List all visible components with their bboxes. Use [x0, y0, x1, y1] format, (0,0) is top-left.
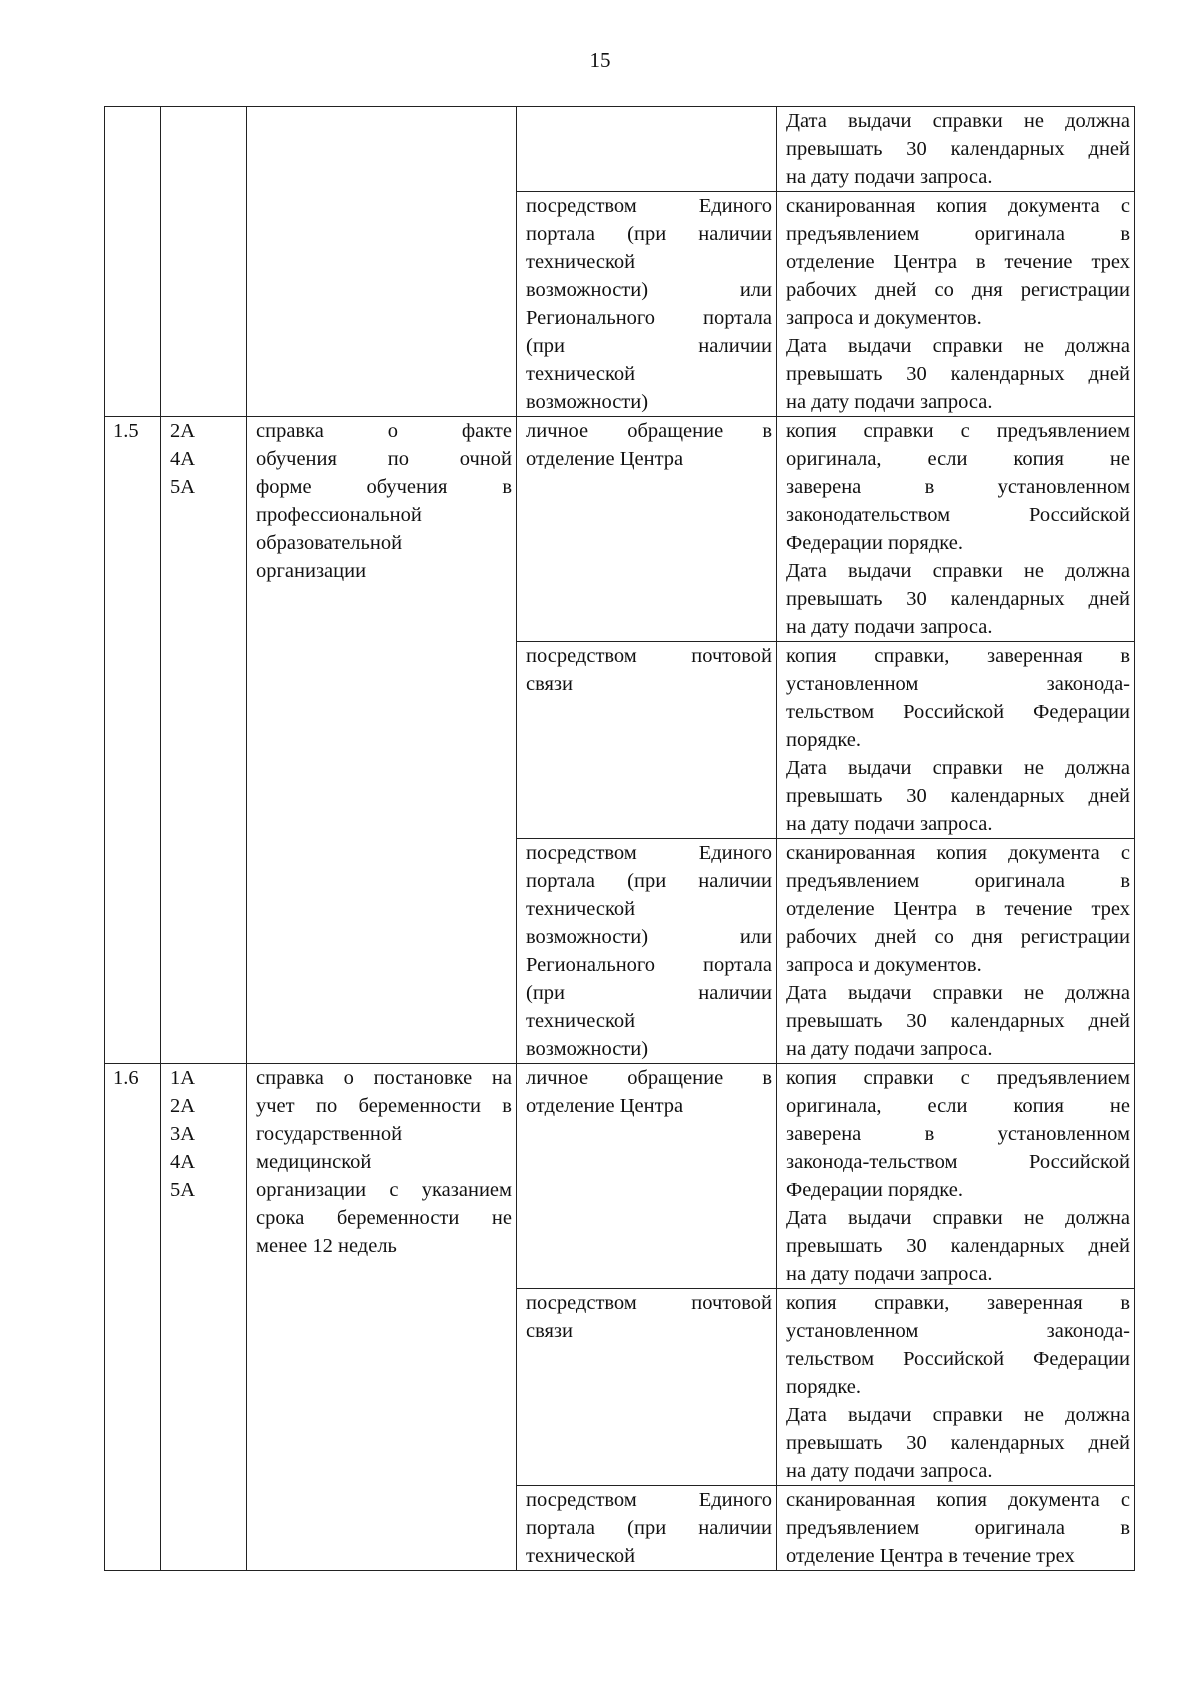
category-code: 2А: [170, 1095, 196, 1117]
document-name-line: профессиональной: [256, 504, 422, 526]
document-name-line: менее 12 недель: [256, 1235, 397, 1257]
submission-method-line: возможности): [526, 1038, 649, 1060]
category-code: 1А: [170, 1067, 196, 1089]
requirements-line: сканированная копия документа с: [786, 195, 1130, 217]
submission-method-line: связи: [526, 1320, 574, 1342]
submission-method-line: технической: [526, 898, 636, 920]
requirements-line: на дату подачи запроса.: [786, 1038, 993, 1060]
documents-table: [104, 106, 1135, 1571]
requirements-line: копия справки с предъявлением: [786, 1067, 1130, 1089]
category-code: 3А: [170, 1123, 196, 1145]
requirements-line: отделение Центра в течение трех: [786, 1545, 1075, 1567]
requirements-line: сканированная копия документа с: [786, 1489, 1130, 1511]
requirements-line: тельством Российской Федерации: [786, 1348, 1130, 1370]
requirements-line: копия справки, заверенная в: [786, 1292, 1130, 1314]
requirements-line: законода-тельством Российской: [786, 1151, 1130, 1173]
submission-method-line: личное обращение в: [526, 1067, 772, 1089]
document-name-line: государственной: [256, 1123, 403, 1145]
submission-method-line: отделение Центра: [526, 1095, 684, 1117]
requirements-line: предъявлением оригинала в: [786, 870, 1130, 892]
requirements-line: Дата выдачи справки не должна: [786, 1404, 1130, 1426]
document-name-line: форме обучения в: [256, 476, 512, 498]
requirements-line: Дата выдачи справки не должна: [786, 1207, 1130, 1229]
document-requirements: [777, 1289, 1135, 1486]
document-name-line: учет по беременности в: [256, 1095, 512, 1117]
category-code: 4А: [170, 448, 196, 470]
submission-method-line: (при наличии: [526, 335, 772, 357]
submission-method: [517, 192, 777, 417]
requirements-line: предъявлением оригинала в: [786, 223, 1130, 245]
requirements-line: запроса и документов.: [786, 307, 982, 329]
requirements-line: сканированная копия документа с: [786, 842, 1130, 864]
submission-method-line: возможности): [526, 391, 649, 413]
requirements-line: порядке.: [786, 729, 862, 751]
requirements-line: предъявлением оригинала в: [786, 1517, 1130, 1539]
category-code: 2А: [170, 420, 196, 442]
submission-method: [517, 1064, 777, 1289]
submission-method-line: Регионального портала: [526, 954, 772, 976]
requirements-line: превышать 30 календарных дней: [786, 785, 1130, 807]
submission-method: [517, 1289, 777, 1486]
requirements-line: Дата выдачи справки не должна: [786, 757, 1130, 779]
requirements-line: на дату подачи запроса.: [786, 166, 993, 188]
submission-method-line: технической: [526, 363, 636, 385]
submission-method-line: Регионального портала: [526, 307, 772, 329]
document-name: [247, 417, 517, 1064]
requirements-line: на дату подачи запроса.: [786, 1460, 993, 1482]
requirements-line: Федерации порядке.: [786, 1179, 963, 1201]
requirements-line: заверена в установленном: [786, 1123, 1130, 1145]
submission-method: [517, 107, 777, 192]
document-requirements: [777, 192, 1135, 417]
document-name-line: справка о факте: [256, 420, 512, 442]
document-requirements: [777, 107, 1135, 192]
submission-method-line: посредством Единого: [526, 1489, 772, 1511]
table-row: [105, 107, 1135, 192]
requirements-line: тельством Российской Федерации: [786, 701, 1130, 723]
document-requirements: [777, 642, 1135, 839]
requirements-line: превышать 30 календарных дней: [786, 138, 1130, 160]
submission-method-line: возможности) или: [526, 279, 772, 301]
document-name-line: организации с указанием: [256, 1179, 512, 1201]
document-requirements: [777, 1064, 1135, 1289]
submission-method-line: посредством Единого: [526, 842, 772, 864]
document-name-line: обучения по очной: [256, 448, 512, 470]
row-number: 1.6: [105, 1064, 161, 1571]
document-name: [247, 1064, 517, 1571]
requirements-line: оригинала, если копия не: [786, 448, 1130, 470]
document-name-line: образовательной: [256, 532, 403, 554]
submission-method-line: личное обращение в: [526, 420, 772, 442]
requirements-line: отделение Центра в течение трех: [786, 251, 1130, 273]
submission-method-line: посредством Единого: [526, 195, 772, 217]
submission-method-line: посредством почтовой: [526, 1292, 772, 1314]
document-requirements: [777, 839, 1135, 1064]
document-requirements: [777, 1486, 1135, 1571]
requirements-line: Дата выдачи справки не должна: [786, 560, 1130, 582]
table-row: [105, 417, 1135, 642]
submission-method-line: посредством почтовой: [526, 645, 772, 667]
requirements-line: установленном законода-: [786, 673, 1130, 695]
requirements-line: рабочих дней со дня регистрации: [786, 926, 1130, 948]
submission-method: [517, 642, 777, 839]
submission-method-line: портала (при наличии: [526, 870, 772, 892]
submission-method-line: технической: [526, 1010, 636, 1032]
category-code: 5А: [170, 476, 196, 498]
requirements-line: копия справки с предъявлением: [786, 420, 1130, 442]
requirements-line: копия справки, заверенная в: [786, 645, 1130, 667]
document-name-line: организации: [256, 560, 367, 582]
requirements-line: законодательством Российской: [786, 504, 1130, 526]
requirements-line: превышать 30 календарных дней: [786, 588, 1130, 610]
document-name-line: справка о постановке на: [256, 1067, 512, 1089]
requirements-line: установленном законода-: [786, 1320, 1130, 1342]
requirements-line: на дату подачи запроса.: [786, 813, 993, 835]
submission-method-line: технической: [526, 251, 636, 273]
submission-method-line: технической: [526, 1545, 636, 1567]
requirements-line: отделение Центра в течение трех: [786, 898, 1130, 920]
category-codes: [161, 417, 247, 1064]
document-requirements: [777, 417, 1135, 642]
category-code: 5А: [170, 1179, 196, 1201]
table-row: [105, 1064, 1135, 1289]
requirements-line: превышать 30 календарных дней: [786, 1010, 1130, 1032]
requirements-line: оригинала, если копия не: [786, 1095, 1130, 1117]
submission-method: [517, 1486, 777, 1571]
requirements-line: порядке.: [786, 1376, 862, 1398]
submission-method: [517, 839, 777, 1064]
documents-table-body: [105, 107, 1135, 1571]
requirements-line: запроса и документов.: [786, 954, 982, 976]
requirements-line: на дату подачи запроса.: [786, 616, 993, 638]
page-number: 15: [589, 48, 611, 72]
submission-method-line: отделение Центра: [526, 448, 684, 470]
category-codes: [161, 1064, 247, 1571]
requirements-line: Дата выдачи справки не должна: [786, 110, 1130, 132]
requirements-line: превышать 30 календарных дней: [786, 1235, 1130, 1257]
document-name-line: срока беременности не: [256, 1207, 512, 1229]
requirements-line: Дата выдачи справки не должна: [786, 335, 1130, 357]
document-name-line: медицинской: [256, 1151, 372, 1173]
requirements-line: превышать 30 календарных дней: [786, 363, 1130, 385]
submission-method-line: портала (при наличии: [526, 1517, 772, 1539]
requirements-line: превышать 30 календарных дней: [786, 1432, 1130, 1454]
submission-method-line: портала (при наличии: [526, 223, 772, 245]
requirements-line: на дату подачи запроса.: [786, 391, 993, 413]
requirements-line: заверена в установленном: [786, 476, 1130, 498]
requirements-line: на дату подачи запроса.: [786, 1263, 993, 1285]
submission-method-line: (при наличии: [526, 982, 772, 1004]
requirements-line: рабочих дней со дня регистрации: [786, 279, 1130, 301]
requirements-line: Федерации порядке.: [786, 532, 963, 554]
submission-method-line: связи: [526, 673, 574, 695]
submission-method-line: возможности) или: [526, 926, 772, 948]
category-code: 4А: [170, 1151, 196, 1173]
row-number: 1.5: [105, 417, 161, 1064]
category-codes: [161, 107, 247, 417]
requirements-line: Дата выдачи справки не должна: [786, 982, 1130, 1004]
submission-method: [517, 417, 777, 642]
document-name: [247, 107, 517, 417]
row-number: [105, 107, 161, 417]
